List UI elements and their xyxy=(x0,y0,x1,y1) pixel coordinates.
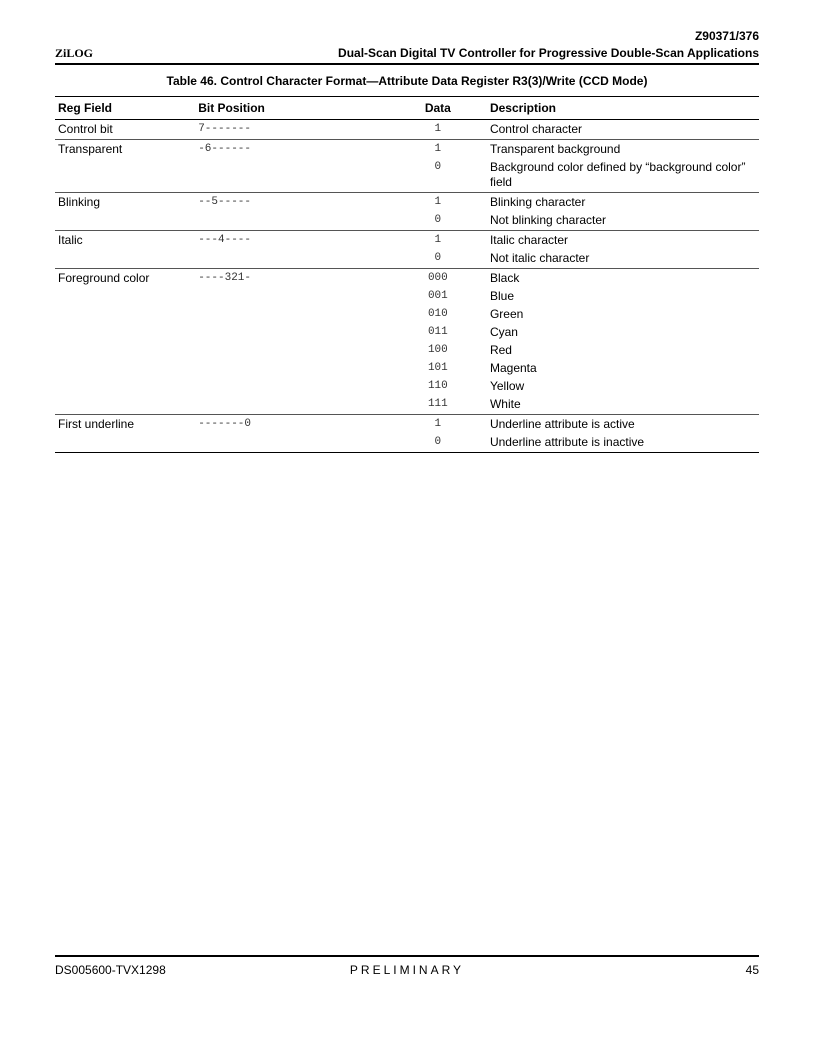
cell-data: 111 xyxy=(427,398,448,410)
cell-description: Not italic character xyxy=(489,251,590,265)
cell-bit-position xyxy=(195,377,386,395)
cell-reg-field xyxy=(55,211,195,231)
table-row xyxy=(55,231,759,250)
cell-description: Yellow xyxy=(489,379,525,393)
cell-reg-field xyxy=(55,359,195,377)
cell-description: Not blinking character xyxy=(489,213,607,227)
table-row xyxy=(55,269,759,288)
cell-bit-position xyxy=(195,287,386,305)
cell-bit-position xyxy=(195,341,386,359)
cell-reg-field: Control bit xyxy=(55,120,195,140)
table-row xyxy=(55,158,759,193)
table-row xyxy=(55,211,759,231)
cell-data: 1 xyxy=(386,231,487,250)
cell-reg-field xyxy=(55,433,195,453)
cell-data: 1 xyxy=(386,120,487,140)
cell-bit-position: 7------- xyxy=(195,120,386,140)
cell-data: 101 xyxy=(427,362,448,374)
company-logo: ZiLOG xyxy=(55,46,94,60)
table-row xyxy=(55,377,759,395)
cell-data: 0 xyxy=(386,433,487,453)
cell-description: Blue xyxy=(489,289,514,303)
cell-description: Green xyxy=(489,307,524,321)
cell-reg-field xyxy=(55,377,195,395)
cell-data: 0 xyxy=(434,161,442,173)
table-row xyxy=(55,341,759,359)
cell-reg-field: Transparent xyxy=(55,140,195,159)
table-row xyxy=(55,140,759,159)
document-id: Z90371/376 xyxy=(694,29,759,43)
cell-data: 001 xyxy=(427,290,448,302)
cell-description: Background color defined by “background color” field xyxy=(489,160,746,189)
header-description: Description xyxy=(487,97,759,120)
cell-description: Cyan xyxy=(489,325,518,339)
cell-data: 0 xyxy=(434,214,442,226)
cell-reg-field xyxy=(55,158,195,193)
document-page xyxy=(55,0,759,1056)
table-row xyxy=(55,305,759,323)
cell-description: Underline attribute is inactive xyxy=(487,433,759,453)
document-number: DS005600-TVX1298 xyxy=(55,963,166,977)
cell-description: Blinking character xyxy=(487,193,759,212)
cell-bit-position xyxy=(195,305,386,323)
cell-description: Italic character xyxy=(487,231,759,250)
cell-data: 0 xyxy=(434,252,442,264)
cell-description: Red xyxy=(489,343,512,357)
cell-reg-field xyxy=(55,287,195,305)
cell-data: 011 xyxy=(427,326,448,338)
table-body xyxy=(55,120,759,453)
page-number: 45 xyxy=(745,963,759,977)
table-caption: Table 46. Control Character Format—Attribute Data Register R3(3)/Write (CCD Mode) xyxy=(166,74,648,88)
cell-description: Magenta xyxy=(489,361,537,375)
cell-description: White xyxy=(489,397,521,411)
cell-data: 1 xyxy=(386,193,487,212)
cell-bit-position xyxy=(195,211,386,231)
cell-description: Black xyxy=(487,269,759,288)
cell-bit-position xyxy=(195,158,386,193)
header-bit-position: Bit Position xyxy=(195,97,386,120)
cell-data: 110 xyxy=(427,380,448,392)
cell-reg-field: Blinking xyxy=(55,193,195,212)
table-row xyxy=(55,120,759,140)
cell-reg-field: First underline xyxy=(55,415,195,434)
preliminary-label: PRELIMINARY xyxy=(349,963,465,977)
page-header xyxy=(55,27,759,65)
table-row xyxy=(55,287,759,305)
cell-bit-position: ----321- xyxy=(195,269,386,288)
cell-reg-field: Foreground color xyxy=(55,269,195,288)
document-subtitle: Dual-Scan Digital TV Controller for Progressive Double-Scan Applications xyxy=(338,46,759,60)
cell-data: 010 xyxy=(427,308,448,320)
cell-bit-position xyxy=(195,249,386,269)
cell-reg-field xyxy=(55,341,195,359)
table-header-row xyxy=(55,97,759,120)
cell-bit-position: -6------ xyxy=(195,140,386,159)
cell-description: Transparent background xyxy=(487,140,759,159)
cell-bit-position xyxy=(195,359,386,377)
cell-description: Control character xyxy=(487,120,759,140)
register-table xyxy=(55,96,759,453)
header-reg-field: Reg Field xyxy=(55,97,195,120)
cell-data: 000 xyxy=(386,269,487,288)
cell-bit-position xyxy=(195,323,386,341)
table-row xyxy=(55,395,759,415)
cell-reg-field xyxy=(55,323,195,341)
cell-reg-field xyxy=(55,395,195,415)
cell-data: 1 xyxy=(386,140,487,159)
cell-bit-position xyxy=(195,395,386,415)
table-row xyxy=(55,433,759,453)
cell-reg-field: Italic xyxy=(55,231,195,250)
table-row xyxy=(55,249,759,269)
cell-data: 100 xyxy=(427,344,448,356)
cell-data: 1 xyxy=(386,415,487,434)
cell-bit-position xyxy=(195,433,386,453)
table-row xyxy=(55,415,759,434)
table-row xyxy=(55,323,759,341)
table-row xyxy=(55,193,759,212)
page-footer xyxy=(55,955,759,981)
cell-bit-position: ---4---- xyxy=(195,231,386,250)
table-row xyxy=(55,359,759,377)
cell-bit-position: --5----- xyxy=(195,193,386,212)
cell-bit-position: -------0 xyxy=(195,415,386,434)
cell-reg-field xyxy=(55,249,195,269)
cell-description: Underline attribute is active xyxy=(487,415,759,434)
cell-reg-field xyxy=(55,305,195,323)
header-data: Data xyxy=(386,97,487,120)
